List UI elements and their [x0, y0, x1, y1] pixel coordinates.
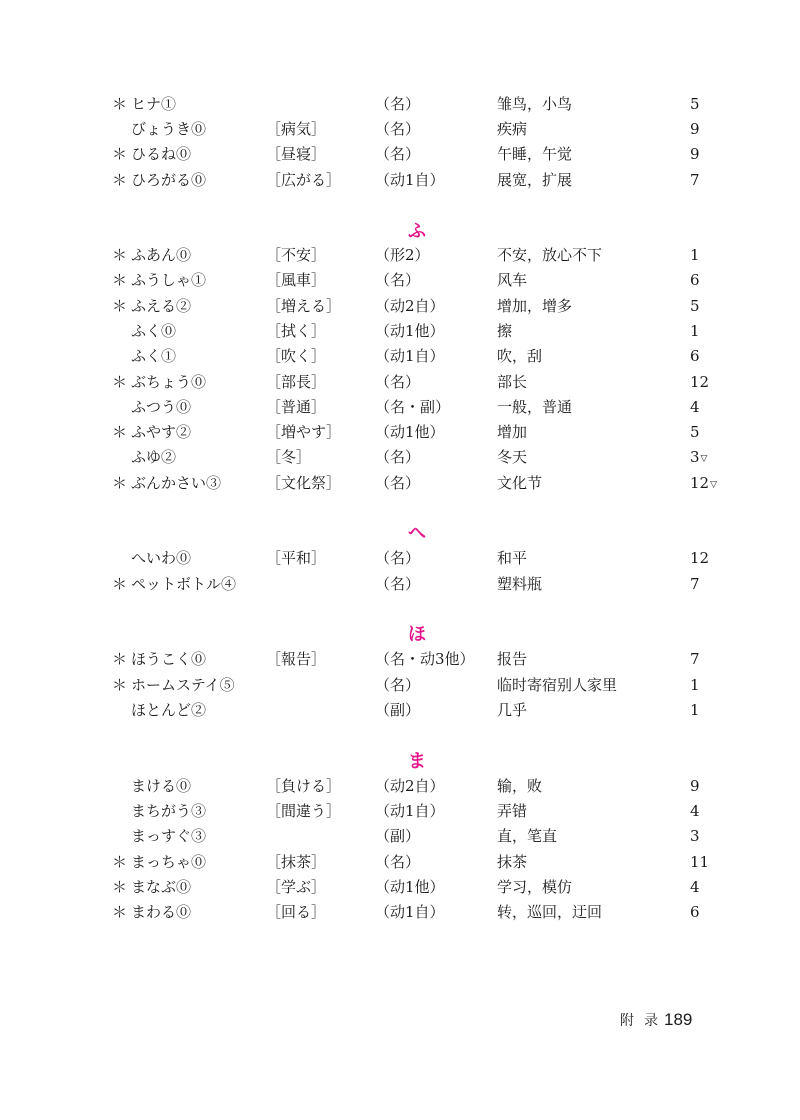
entry-part-of-speech: （名） [375, 95, 421, 113]
glossary-entry [0, 319, 800, 344]
lesson-number: 3 [690, 827, 700, 845]
entry-kanji: ［病気］ [266, 120, 327, 138]
lesson-number: 3 [690, 448, 700, 466]
entry-kanji: ［文化祭］ [266, 474, 342, 492]
glossary-entry [0, 546, 800, 571]
entry-part-of-speech: （动2自） [375, 777, 445, 795]
lesson-number: 12 [690, 549, 710, 567]
lesson-number: 9 [690, 120, 700, 138]
entry-part-of-speech: （动1自） [375, 903, 445, 921]
entry-lesson [690, 117, 701, 144]
entry-part-of-speech: （动1自） [375, 802, 445, 820]
glossary-entry [0, 900, 800, 925]
lesson-number: 9 [690, 145, 700, 163]
new-word-star: ＊ [112, 95, 128, 113]
entry-kana: ふやす② [131, 423, 192, 441]
entry-kana: ふうしゃ① [131, 271, 207, 289]
lesson-number: 5 [690, 95, 700, 113]
entry-kana: ひろがる⓪ [131, 171, 207, 189]
entry-meaning: 转，巡回，迂回 [497, 903, 603, 921]
entry-kana: ふく⓪ [131, 322, 177, 340]
lesson-number: 11 [690, 853, 710, 871]
entry-lesson [690, 647, 701, 674]
entry-part-of-speech: （动1自） [375, 171, 445, 189]
entry-lesson [690, 698, 701, 725]
new-word-star: ＊ [112, 575, 128, 593]
entry-lesson [690, 92, 701, 119]
entry-lesson [690, 243, 701, 270]
entry-meaning: 学习，模仿 [497, 878, 573, 896]
entry-kana: ふつう⓪ [131, 398, 192, 416]
entry-lesson [690, 799, 701, 826]
entry-part-of-speech: （名） [375, 575, 421, 593]
entry-kanji: ［普通］ [266, 398, 327, 416]
new-word-star: ＊ [112, 246, 128, 264]
entry-meaning: 文化节 [497, 474, 543, 492]
new-word-star: ＊ [112, 423, 128, 441]
glossary-entry [0, 395, 800, 420]
entry-meaning: 增加 [497, 423, 528, 441]
entry-meaning: 和平 [497, 549, 528, 567]
section-heading-he: へ [408, 523, 426, 544]
glossary-entry [0, 370, 800, 395]
glossary-entry [0, 117, 800, 142]
new-word-star: ＊ [112, 878, 128, 896]
glossary-entry [0, 824, 800, 849]
entry-part-of-speech: （名） [375, 271, 421, 289]
entry-kana: ふゆ② [131, 448, 177, 466]
entry-meaning: 塑料瓶 [497, 575, 543, 593]
entry-part-of-speech: （名・动3他） [375, 650, 475, 668]
glossary-entry [0, 471, 800, 496]
page-footer [620, 1008, 692, 1033]
entry-part-of-speech: （动1他） [375, 322, 445, 340]
entry-lesson [690, 572, 701, 599]
new-word-star: ＊ [112, 676, 128, 694]
glossary-entry [0, 799, 800, 824]
lesson-number: 6 [690, 347, 700, 365]
glossary-entry [0, 647, 800, 672]
new-word-star: ＊ [112, 297, 128, 315]
entry-lesson [690, 445, 707, 472]
entry-kana: まっすぐ③ [131, 827, 207, 845]
entry-part-of-speech: （动1他） [375, 878, 445, 896]
new-word-star: ＊ [112, 650, 128, 668]
new-word-star: ＊ [112, 145, 128, 163]
entry-kana: まっちゃ⓪ [131, 853, 207, 871]
entry-lesson [690, 471, 717, 498]
entry-meaning: 擦 [497, 322, 513, 340]
entry-meaning: 午睡，午觉 [497, 145, 573, 163]
entry-lesson [690, 774, 701, 801]
entry-kanji: ［平和］ [266, 549, 327, 567]
glossary-entry [0, 420, 800, 445]
entry-kanji: ［間違う］ [266, 802, 342, 820]
glossary-entry [0, 344, 800, 369]
entry-meaning: 风车 [497, 271, 528, 289]
entry-kana: ほうこく⓪ [131, 650, 207, 668]
section-heading-fu: ふ [408, 221, 426, 242]
entry-kanji: ［回る］ [266, 903, 327, 921]
entry-meaning: 雏鸟，小鸟 [497, 95, 573, 113]
lesson-number: 7 [690, 575, 700, 593]
glossary-entry [0, 243, 800, 268]
lesson-number: 7 [690, 650, 700, 668]
entry-part-of-speech: （动1他） [375, 423, 445, 441]
new-word-star: ＊ [112, 171, 128, 189]
appendix-label: 附录 [620, 1013, 668, 1029]
lesson-mark: ▽ [710, 480, 718, 490]
entry-kanji: ［不安］ [266, 246, 327, 264]
entry-kana: まける⓪ [131, 777, 192, 795]
entry-part-of-speech: （名） [375, 549, 421, 567]
glossary-entry [0, 445, 800, 470]
section-heading-ho: ほ [408, 624, 426, 645]
entry-part-of-speech: （名） [375, 676, 421, 694]
entry-part-of-speech: （名） [375, 853, 421, 871]
new-word-star: ＊ [112, 853, 128, 871]
entry-meaning: 几乎 [497, 701, 528, 719]
entry-meaning: 报告 [497, 650, 528, 668]
entry-part-of-speech: （名） [375, 474, 421, 492]
entry-meaning: 疾病 [497, 120, 528, 138]
entry-part-of-speech: （副） [375, 827, 421, 845]
entry-meaning: 展宽，扩展 [497, 171, 573, 189]
entry-meaning: 临时寄宿别人家里 [497, 676, 618, 694]
entry-lesson [690, 875, 701, 902]
entry-lesson [690, 268, 701, 295]
entry-kana: ヒナ① [131, 95, 177, 113]
section-heading-ma: ま [408, 751, 426, 772]
lesson-number: 4 [690, 802, 700, 820]
entry-meaning: 输，败 [497, 777, 543, 795]
entry-part-of-speech: （名） [375, 373, 421, 391]
lesson-number: 4 [690, 398, 700, 416]
lesson-number: 12 [690, 474, 710, 492]
new-word-star: ＊ [112, 373, 128, 391]
glossary-entry [0, 572, 800, 597]
entry-kanji: ［増やす］ [266, 423, 342, 441]
entry-lesson [690, 344, 701, 371]
glossary-entry [0, 875, 800, 900]
lesson-number: 1 [690, 676, 700, 694]
entry-kana: へいわ⓪ [131, 549, 192, 567]
glossary-entry [0, 168, 800, 193]
entry-meaning: 冬天 [497, 448, 528, 466]
glossary-entry [0, 142, 800, 167]
lesson-number: 6 [690, 903, 700, 921]
entry-part-of-speech: （名） [375, 145, 421, 163]
lesson-number: 1 [690, 701, 700, 719]
entry-lesson [690, 900, 701, 927]
entry-part-of-speech: （名） [375, 120, 421, 138]
entry-kanji: ［広がる］ [266, 171, 342, 189]
entry-part-of-speech: （副） [375, 701, 421, 719]
entry-meaning: 增加，增多 [497, 297, 573, 315]
entry-lesson [690, 370, 710, 397]
entry-lesson [690, 673, 701, 700]
entry-kanji: ［学ぶ］ [266, 878, 327, 896]
entry-kana: ホームステイ⑤ [131, 676, 235, 694]
entry-kana: ふあん⓪ [131, 246, 192, 264]
glossary-entry [0, 92, 800, 117]
glossary-entry [0, 294, 800, 319]
lesson-number: 12 [690, 373, 710, 391]
glossary-entry [0, 673, 800, 698]
lesson-number: 4 [690, 878, 700, 896]
entry-lesson [690, 168, 701, 195]
glossary-entry [0, 698, 800, 723]
entry-meaning: 部长 [497, 373, 528, 391]
lesson-number: 5 [690, 423, 700, 441]
entry-part-of-speech: （形2） [375, 246, 430, 264]
entry-kanji: ［拭く］ [266, 322, 327, 340]
entry-part-of-speech: （动1自） [375, 347, 445, 365]
entry-kana: ぶちょう⓪ [131, 373, 207, 391]
entry-kana: ひるね⓪ [131, 145, 192, 163]
entry-kana: まなぶ⓪ [131, 878, 192, 896]
entry-lesson [690, 395, 701, 422]
glossary-entry [0, 774, 800, 799]
entry-kanji: ［増える］ [266, 297, 342, 315]
lesson-mark: ▽ [700, 454, 708, 464]
entry-meaning: 抹茶 [497, 853, 528, 871]
entry-kanji: ［負ける］ [266, 777, 342, 795]
lesson-number: 5 [690, 297, 700, 315]
entry-meaning: 直，笔直 [497, 827, 558, 845]
lesson-number: 1 [690, 322, 700, 340]
entry-kana: びょうき⓪ [131, 120, 207, 138]
entry-lesson [690, 420, 701, 447]
entry-kana: ぶんかさい③ [131, 474, 222, 492]
entry-part-of-speech: （动2自） [375, 297, 445, 315]
entry-lesson [690, 546, 710, 573]
entry-kanji: ［冬］ [266, 448, 312, 466]
entry-meaning: 吹，刮 [497, 347, 543, 365]
glossary-entry [0, 268, 800, 293]
new-word-star: ＊ [112, 474, 128, 492]
entry-kana: ペットボトル④ [131, 575, 237, 593]
lesson-number: 6 [690, 271, 700, 289]
entry-lesson [690, 824, 701, 851]
entry-kana: ふく① [131, 347, 177, 365]
entry-kanji: ［昼寝］ [266, 145, 327, 163]
entry-lesson [690, 142, 701, 169]
entry-kana: ほとんど② [131, 701, 207, 719]
entry-kanji: ［報告］ [266, 650, 327, 668]
entry-lesson [690, 319, 701, 346]
entry-kanji: ［吹く］ [266, 347, 327, 365]
entry-part-of-speech: （名） [375, 448, 421, 466]
lesson-number: 9 [690, 777, 700, 795]
entry-kana: まわる⓪ [131, 903, 192, 921]
entry-part-of-speech: （名・副） [375, 398, 451, 416]
glossary-entry [0, 850, 800, 875]
lesson-number: 1 [690, 246, 700, 264]
entry-lesson [690, 850, 710, 877]
entry-kanji: ［部長］ [266, 373, 327, 391]
entry-meaning: 不安，放心不下 [497, 246, 603, 264]
entry-meaning: 弄错 [497, 802, 528, 820]
entry-lesson [690, 294, 701, 321]
entry-kana: ふえる② [131, 297, 192, 315]
page-number: 189 [664, 1010, 693, 1029]
entry-kana: まちがう③ [131, 802, 207, 820]
new-word-star: ＊ [112, 271, 128, 289]
entry-meaning: 一般，普通 [497, 398, 573, 416]
new-word-star: ＊ [112, 903, 128, 921]
entry-kanji: ［風車］ [266, 271, 327, 289]
entry-kanji: ［抹茶］ [266, 853, 327, 871]
lesson-number: 7 [690, 171, 700, 189]
